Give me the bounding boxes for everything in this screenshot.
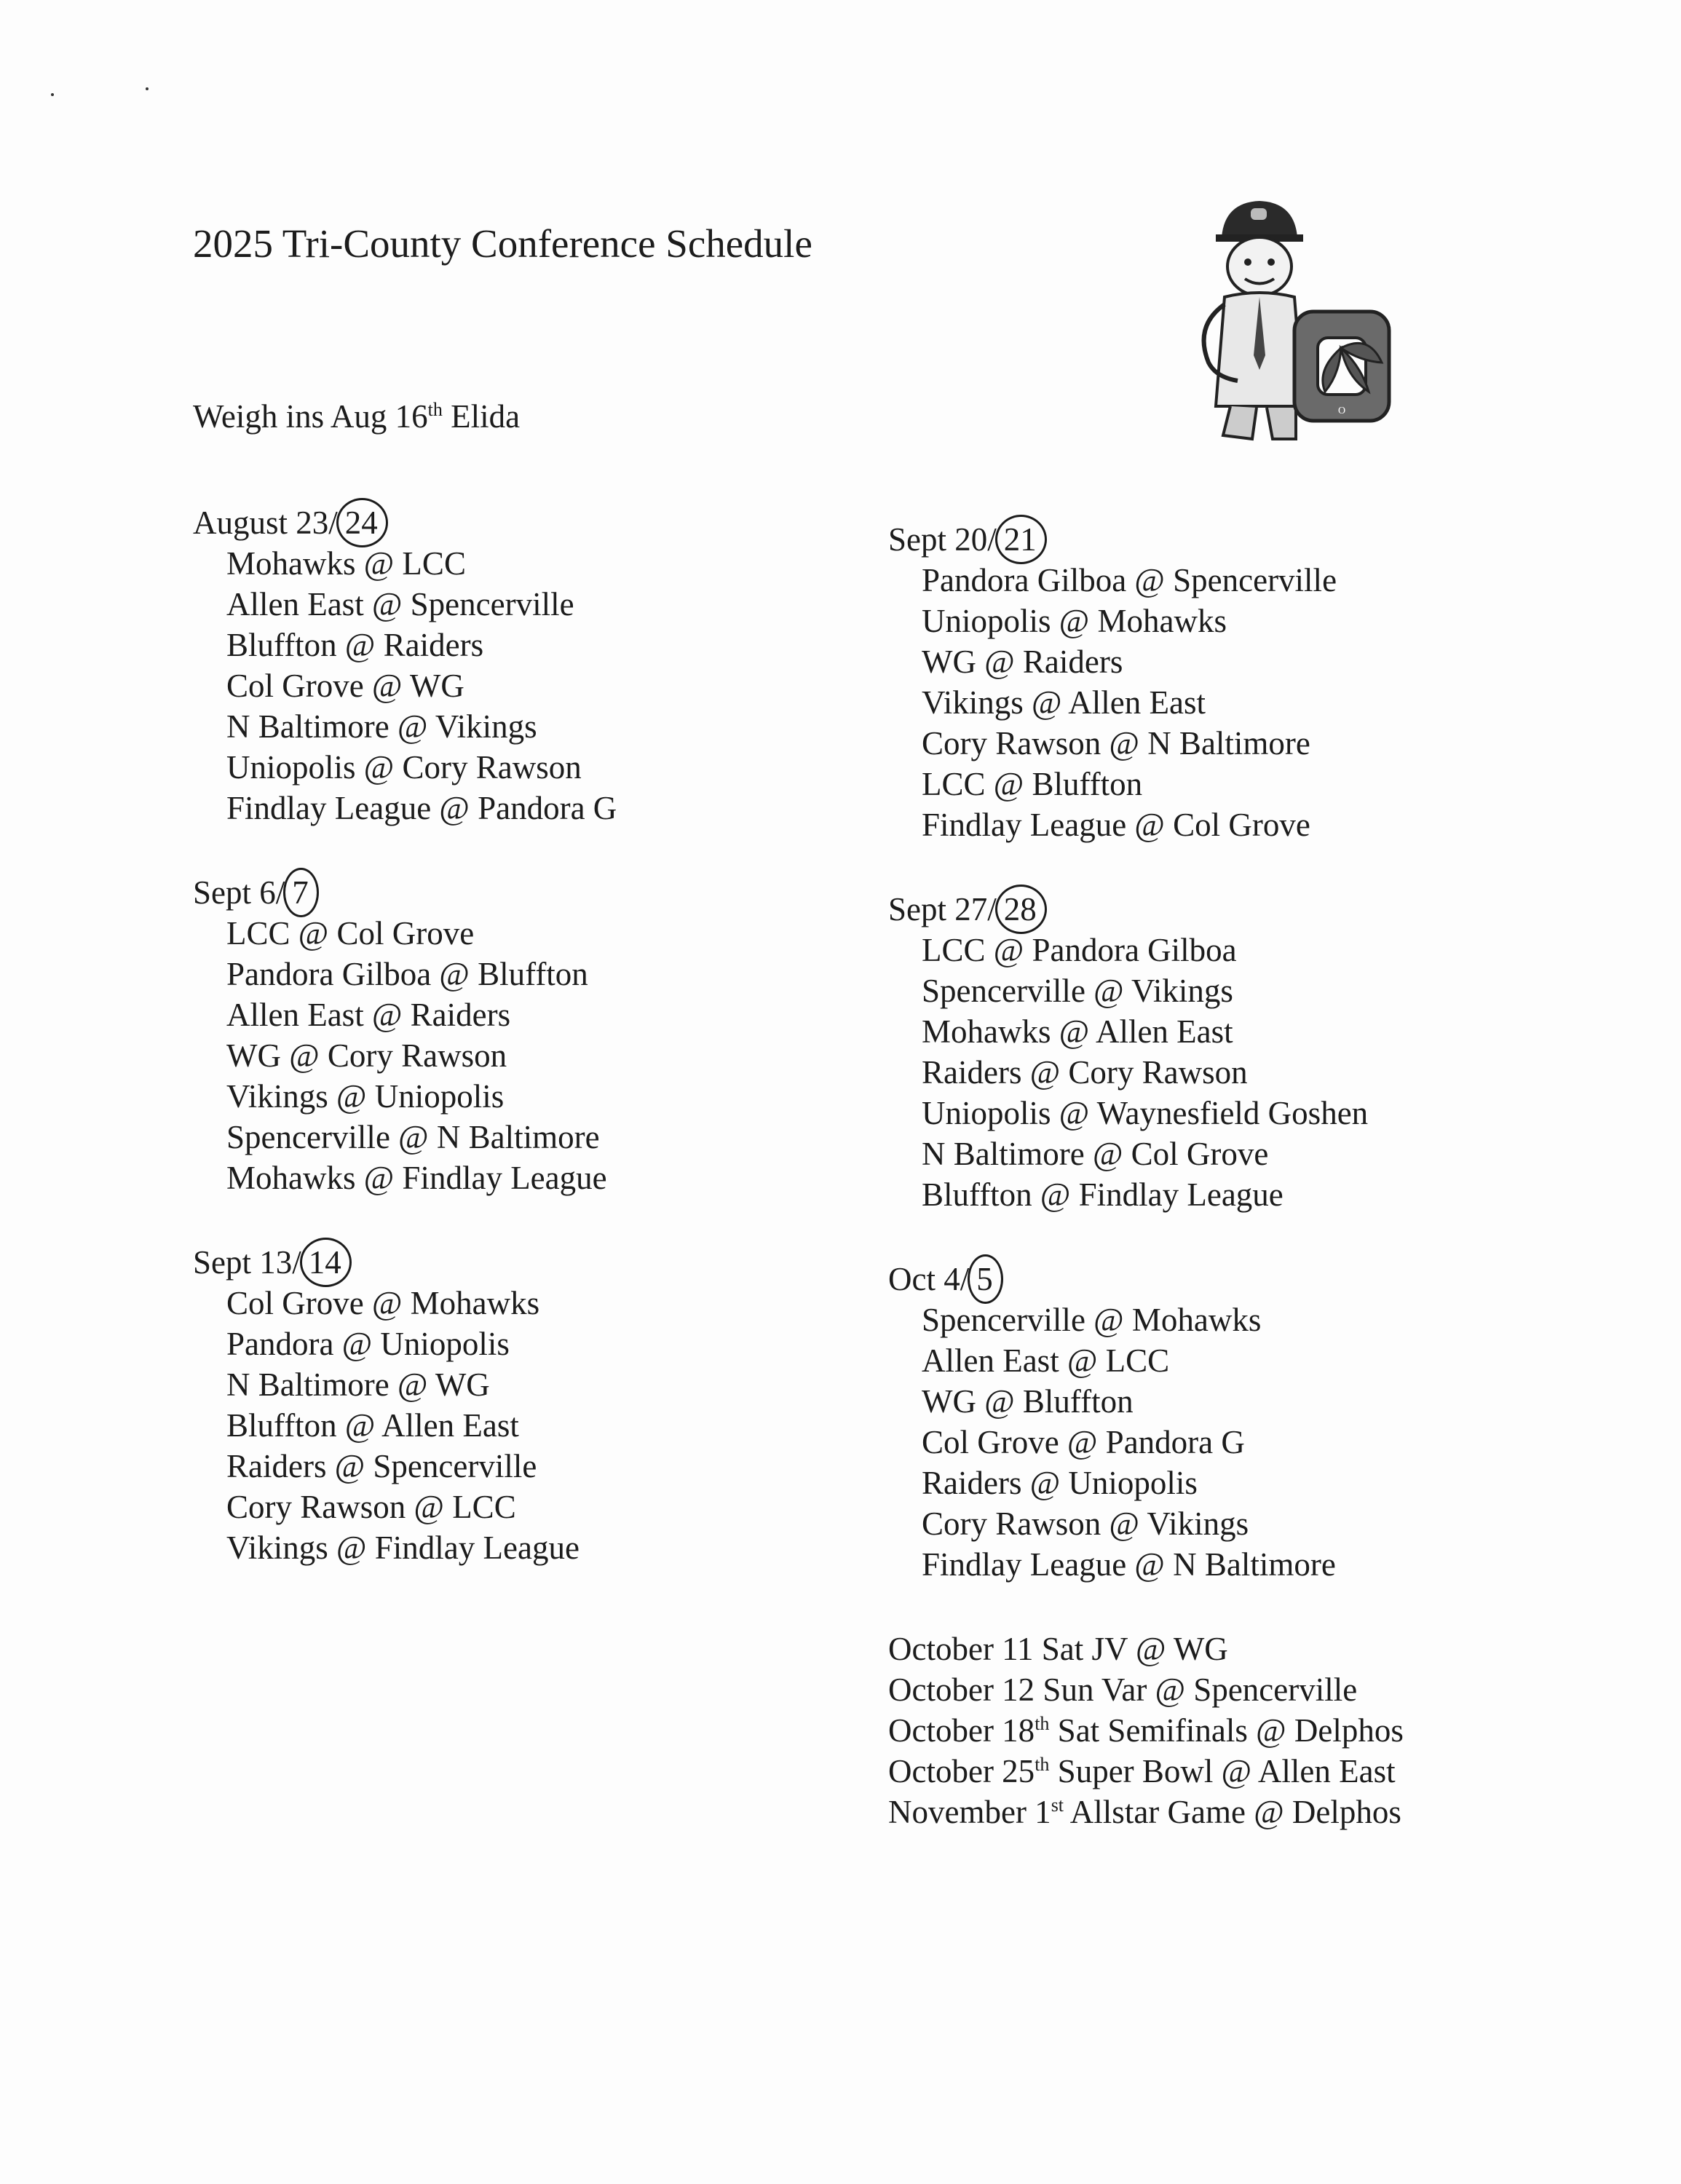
game-item: Mohawks @ LCC <box>226 545 466 582</box>
game-item: N Baltimore @ WG <box>226 1366 490 1403</box>
game-item: Col Grove @ Pandora G <box>922 1424 1245 1460</box>
postseason-text: Allstar Game @ Delphos <box>1064 1794 1401 1830</box>
game-list <box>193 1283 921 1568</box>
logo-letter: O <box>1337 405 1346 416</box>
week-date <box>888 889 1616 930</box>
game-list <box>888 560 1616 845</box>
game-item: LCC @ Col Grove <box>226 915 475 951</box>
week-block <box>193 1242 921 1568</box>
game-item: WG @ Raiders <box>922 644 1123 680</box>
game-item: Spencerville @ N Baltimore <box>226 1119 600 1155</box>
circled-date: 28 <box>998 889 1043 930</box>
week-block <box>888 519 1616 845</box>
week-date-label: Sept 13/ <box>193 1244 301 1281</box>
postseason-text: October 18 <box>888 1712 1035 1749</box>
game-item: Cory Rawson @ LCC <box>226 1489 516 1525</box>
game-item: Bluffton @ Allen East <box>226 1407 519 1444</box>
game-item: Mohawks @ Findlay League <box>226 1160 607 1196</box>
postseason-item <box>888 1792 1616 1832</box>
game-item: Findlay League @ Pandora G <box>226 790 617 826</box>
postseason-sup: th <box>1035 1754 1050 1775</box>
game-list <box>888 930 1616 1215</box>
week-date-label: August 23/ <box>193 505 338 541</box>
week-date-label: Oct 4/ <box>888 1261 970 1297</box>
game-list <box>888 1299 1616 1585</box>
game-item: Allen East @ Spencerville <box>226 586 574 622</box>
game-item: Cory Rawson @ Vikings <box>922 1506 1249 1542</box>
circled-date: 14 <box>303 1242 347 1283</box>
weigh-ins-note <box>193 395 520 438</box>
game-item: Pandora Gilboa @ Spencerville <box>922 562 1337 598</box>
postseason-text: November 1 <box>888 1794 1051 1830</box>
game-item: Pandora Gilboa @ Bluffton <box>226 956 588 992</box>
game-item: Findlay League @ Col Grove <box>922 807 1310 843</box>
postseason-item <box>888 1751 1616 1792</box>
game-list <box>193 543 921 828</box>
game-item: Spencerville @ Mohawks <box>922 1302 1262 1338</box>
game-item: Pandora @ Uniopolis <box>226 1326 510 1362</box>
game-item: Uniopolis @ Cory Rawson <box>226 749 582 786</box>
week-date <box>193 1242 921 1283</box>
left-column <box>193 502 921 1612</box>
week-date-label: Sept 6/ <box>193 874 285 911</box>
game-item: Bluffton @ Findlay League <box>922 1176 1284 1213</box>
postseason-sup: th <box>1035 1713 1050 1734</box>
game-item: Allen East @ LCC <box>922 1342 1170 1379</box>
week-date <box>888 1259 1616 1299</box>
postseason-text: Sat Semifinals @ Delphos <box>1049 1712 1404 1749</box>
scan-speck <box>51 93 54 96</box>
postseason-text: October 12 Sun Var @ Spencerville <box>888 1671 1358 1708</box>
weigh-ins-text: Weigh ins Aug 16 <box>193 398 428 435</box>
game-item: Vikings @ Allen East <box>922 684 1206 721</box>
game-item: Bluffton @ Raiders <box>226 627 484 663</box>
postseason-item <box>888 1629 1616 1669</box>
circled-date: 7 <box>286 872 315 913</box>
game-item: Spencerville @ Vikings <box>922 973 1233 1009</box>
week-date <box>193 872 921 913</box>
circled-date: 21 <box>998 519 1043 560</box>
circled-date: 24 <box>339 502 384 543</box>
postseason-item <box>888 1669 1616 1710</box>
game-item: N Baltimore @ Col Grove <box>922 1136 1269 1172</box>
week-block <box>888 1259 1616 1585</box>
game-list <box>193 913 921 1198</box>
game-item: Raiders @ Cory Rawson <box>922 1054 1248 1091</box>
week-block <box>888 889 1616 1215</box>
game-item: N Baltimore @ Vikings <box>226 708 537 745</box>
postseason-sup: st <box>1051 1795 1064 1816</box>
scan-speck <box>146 87 149 90</box>
week-date <box>888 519 1616 560</box>
week-date-label: Sept 20/ <box>888 521 997 558</box>
weigh-ins-location: Elida <box>442 398 521 435</box>
circled-date: 5 <box>970 1259 999 1299</box>
postseason-list <box>888 1629 1616 1832</box>
game-item: Cory Rawson @ N Baltimore <box>922 725 1310 761</box>
game-item: Col Grove @ WG <box>226 668 464 704</box>
game-item: Vikings @ Findlay League <box>226 1530 580 1566</box>
game-item: Uniopolis @ Mohawks <box>922 603 1227 639</box>
game-item: Vikings @ Uniopolis <box>226 1078 505 1115</box>
week-date-label: Sept 27/ <box>888 891 997 927</box>
game-item: WG @ Bluffton <box>922 1383 1134 1420</box>
game-item: LCC @ Pandora Gilboa <box>922 932 1237 968</box>
game-item: Raiders @ Spencerville <box>226 1448 537 1484</box>
postseason-item <box>888 1710 1616 1751</box>
week-date <box>193 502 921 543</box>
weigh-ins-sup: th <box>427 399 443 420</box>
game-item: Col Grove @ Mohawks <box>226 1285 540 1321</box>
postseason-text: October 25 <box>888 1753 1035 1789</box>
game-item: Uniopolis @ Waynesfield Goshen <box>922 1095 1369 1131</box>
week-block <box>193 502 921 828</box>
game-item: Mohawks @ Allen East <box>922 1013 1233 1050</box>
week-block <box>193 872 921 1198</box>
page-title: 2025 Tri-County Conference Schedule <box>193 221 812 266</box>
postseason-text: Super Bowl @ Allen East <box>1049 1753 1396 1789</box>
game-item: Findlay League @ N Baltimore <box>922 1546 1336 1583</box>
game-item: WG @ Cory Rawson <box>226 1037 507 1074</box>
game-item: Allen East @ Raiders <box>226 997 511 1033</box>
right-column <box>888 519 1616 1844</box>
game-item: LCC @ Bluffton <box>922 766 1143 802</box>
postseason-text: October 11 Sat JV @ WG <box>888 1631 1228 1667</box>
game-item: Raiders @ Uniopolis <box>922 1465 1198 1501</box>
mascot-logo-icon <box>1187 195 1405 443</box>
